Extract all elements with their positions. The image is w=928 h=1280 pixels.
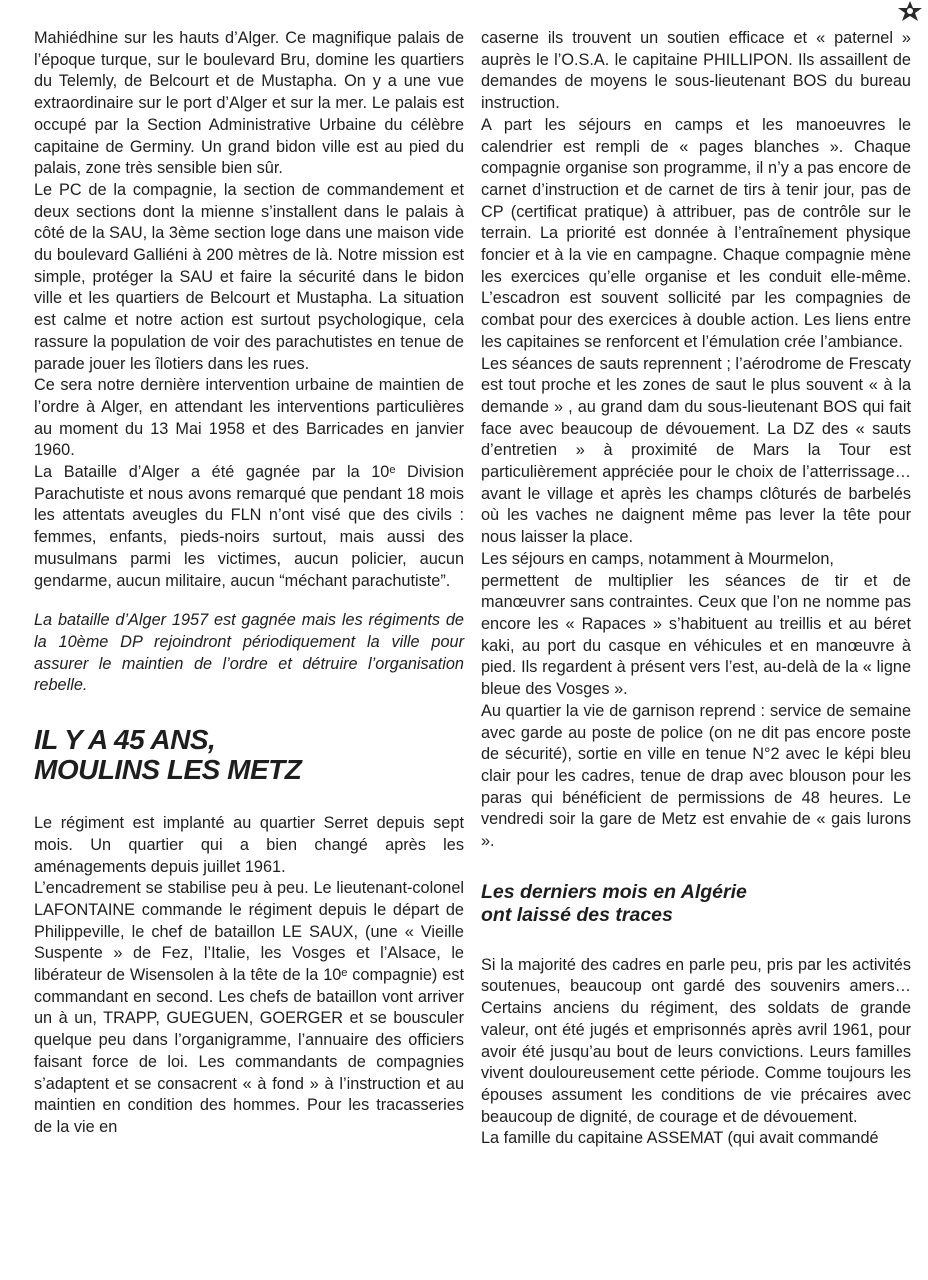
paragraph: Le PC de la compagnie, la section de commandement et deux sections dont la mienne s’installent dans le palais à côté de la SAU, la 3ème section loge dans une maison vide du boulevard Galliéni à 200 mètres de là. Notre mission est simple, protéger la SAU et faire la sécurité dans le bidon ville et les quartiers de Belcourt et Mustapha. La situation est calme et notre action est surtout psychologique, cela rassure la population de voir des parachutistes en tenue de parade jouer les îlotiers dans les rues. [34,180,464,373]
paragraph: Au quartier la vie de garnison reprend : service de semaine avec garde au poste de police (on ne dit pas encore poste de sécurité), sortie en ville en tenue N°2 avec le képi bleu clair pour les cadres, tenue de drap avec blouson pour les paras qui bénéficient de permissions de 48 heures. Le vendredi soir la gare de Metz est envahie de « gais lurons ». [481,701,911,851]
paragraph: permettent de multiplier les séances de tir et de manœuvrer sans contraintes. Ceux que l’on ne nomme pas encore les « Rapaces » s’habituent au treillis et au béret kaki, au port du casque en véhicules et en manœuvre à pied. Ils regardent à présent vers l’est, au-delà de la « ligne bleue des Vosges ». [481,571,911,699]
italic-summary: La bataille d’Alger 1957 est gagnée mais les régiments de la 10ème DP rejoindront périodiquement la ville pour assurer le maintien de l’ordre et détruire l’organisation rebelle. [34,611,464,695]
paragraph: La famille du capitaine ASSEMAT (qui avait commandé [481,1129,879,1148]
paragraph: Mahiédhine sur les hauts d’Alger. Ce magnifique palais de l’époque turque, sur le boulevard Bru, domine les quartiers du Telemly, de Belcourt et de Mustapha. On y a une vue extraordinaire sur le port d’Alger et sur la mer. Le palais est occupé par la Section Administrative Urbaine du célèbre capitaine de Germiny. Un grand bidon ville est au pied du palais, zone très sensible bien sûr. [34,29,464,178]
paragraph: Les séances de sauts reprennent ; l’aérodrome de Frescaty est tout proche et les zones de saut le plus souvent « à la demande » , au grand dam du sous-lieutenant BOS qui fait face avec beaucoup de dévouement. La DZ des « sauts d’entretien » à proximité de Mars la Tour est particulièrement appréciée pour le choix de l’atterrissage… avant le village et après les champs clôturés de barbelés où les vaches ne daignent même pas lever la tête pour nous laisser la place. [481,354,911,547]
heading-line: IL Y A 45 ANS, [34,724,216,756]
paragraph: A part les séjours en camps et les manoeuvres le calendrier est rempli de « pages blanches ». Chaque compagnie organise son programme, il n’y a pas encore de carnet d’instruction et de carnet de tirs à tenir jour, pas de CP (certificat pratique) à attribuer, pas de contrôle sur le terrain. La priorité est donnée à l’entraînement physique foncier et à la vie en campagne. Chaque compagnie mène les exercices qu’elle organise et les conduit elle-même. L’escadron est souvent sollicité par les compagnies de combat pour des exercices à double action. Les liens entre les capitaines se renforcent et l’émulation crée l’ambiance. [481,115,911,351]
heading-line: ont laissé des traces [481,903,673,926]
left-column [34,28,464,1139]
paragraph: Le régiment est implanté au quartier Serret depuis sept mois. Un quartier qui a bien changé après les aménagements depuis juillet 1961. [34,814,464,876]
paragraph: Ce sera notre dernière intervention urbaine de maintien de l’ordre à Alger, en attendant les interventions particulières au moment du 13 Mai 1958 et des Barricades en janvier 1960. [34,376,464,460]
section-heading [34,725,464,785]
paragraph: L’encadrement se stabilise peu à peu. Le lieutenant-colonel LAFONTAINE commande le régiment depuis le départ de Philippeville, le chef de bataillon LE SAUX, (une « Vieille Suspente » de Fez, l’Italie, les Vosges et l’Alsace, le libérateur de Wisensolen à la tête de la 10ᵉ compagnie) est commandant en second. Les chefs de bataillon vont arriver un à un, TRAPP, GUEGUEN, GOERGER et se bousculer quelque peu dans l’organigramme, l’annuaire des officiers faisant force de loi. Les commandants de compagnies s’adaptent et se consacrent « à fond » à l’instruction et au maintien en condition des hommes. Pour les tracasseries de la vie en [34,879,464,1136]
paragraph: Si la majorité des cadres en parle peu, pris par les activités soutenues, beaucoup ont gardé des souvenirs amers… Certains anciens du régiment, des soldats de grande valeur, ont été jugés et emprisonnés après avril 1961, pour avoir été jusqu’au bout de leurs convictions. Leurs familles vivent douloureusement cette période. Comme toujours les épouses assument les conditions de vie précaires avec beaucoup de dignité, de courage et de dévouement. [481,955,911,1126]
paragraph: La Bataille d’Alger a été gagnée par la 10ᵉ Division Parachutiste et nous avons remarqué que pendant 18 mois les attentats aveugles du FLN n’ont visé que des civils : femmes, enfants, pieds-noirs surtout, mais aussi des musulmans parmi les victimes, aucun policier, aucun gendarme, aucun militaire, aucun “méchant parachutiste”. [34,463,464,590]
paragraph: caserne ils trouvent un soutien efficace et « paternel » auprès le l’O.S.A. le capitaine PHILLIPON. Ils assaillent de demandes de moyens le sous-lieutenant BOS du bureau instruction. [481,29,911,113]
right-column [481,28,911,1150]
regimental-insignia-icon [896,0,924,22]
heading-line: Les derniers mois en Algérie [481,880,747,903]
subsection-heading [481,881,911,927]
heading-line: MOULINS LES METZ [34,754,302,786]
paragraph: Les séjours en camps, notamment à Mourmelon, [481,549,834,568]
